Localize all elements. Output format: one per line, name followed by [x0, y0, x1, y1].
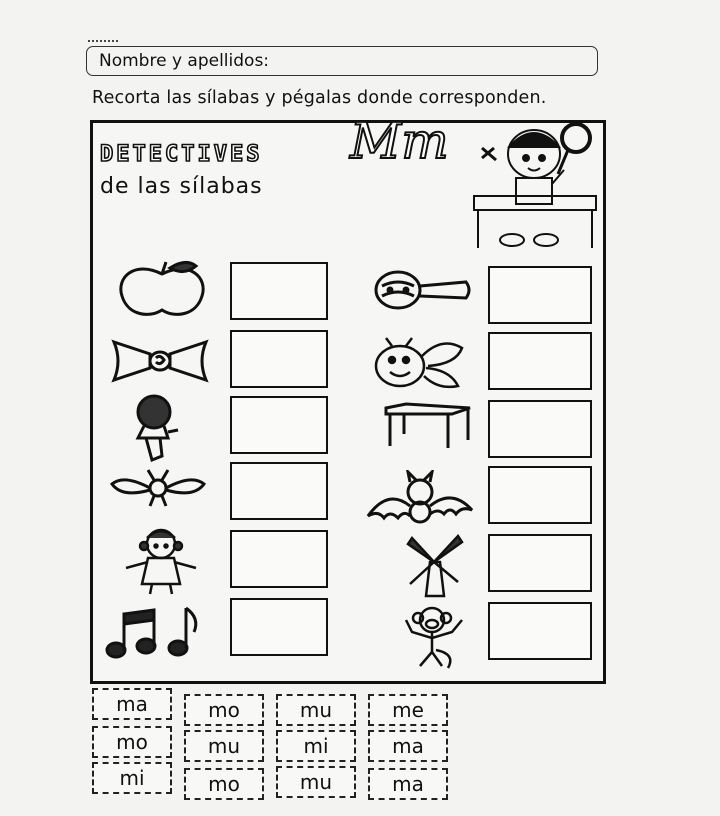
answer-box-left-2[interactable]: [230, 330, 328, 388]
syllable-card[interactable]: mu: [276, 694, 356, 726]
syllable-card[interactable]: mi: [276, 730, 356, 762]
syllable-card[interactable]: me: [368, 694, 448, 726]
answer-box-right-4[interactable]: [488, 466, 592, 524]
syllable-card[interactable]: ma: [368, 730, 448, 762]
butterfly-icon: [372, 336, 468, 390]
answer-box-left-3[interactable]: [230, 396, 328, 454]
syllable-card[interactable]: mo: [184, 694, 264, 726]
detective-kid-icon: [468, 118, 604, 252]
title-detectives: DETECTIVES: [100, 142, 263, 167]
syllable-card[interactable]: mu: [276, 766, 356, 798]
dotted-line: [88, 40, 118, 42]
answer-box-left-4[interactable]: [230, 462, 328, 520]
microphone-icon: [134, 392, 182, 464]
title-subtitle: de las sílabas: [100, 174, 263, 199]
syllable-card[interactable]: mo: [92, 726, 172, 758]
answer-box-left-1[interactable]: [230, 262, 328, 320]
answer-box-right-6[interactable]: [488, 602, 592, 660]
syllable-card[interactable]: mi: [92, 762, 172, 794]
answer-box-right-2[interactable]: [488, 332, 592, 390]
name-label: Nombre y apellidos:: [99, 51, 270, 71]
answer-box-left-5[interactable]: [230, 530, 328, 588]
syllable-card[interactable]: ma: [368, 768, 448, 800]
music-notes-icon: [104, 604, 204, 662]
answer-box-right-3[interactable]: [488, 400, 592, 458]
syllable-card[interactable]: mo: [184, 768, 264, 800]
syllable-card[interactable]: ma: [92, 688, 172, 720]
syllable-card[interactable]: mu: [184, 730, 264, 762]
table-icon: [382, 402, 474, 450]
monkey-icon: [396, 602, 470, 670]
instructions: Recorta las sílabas y pégalas donde corresponden.: [92, 88, 547, 108]
apple-icon: [114, 258, 210, 320]
maraca-icon: [370, 268, 474, 316]
answer-box-right-1[interactable]: [488, 266, 592, 324]
bat-icon: [364, 470, 476, 528]
windmill-icon: [404, 532, 464, 598]
doll-icon: [120, 524, 202, 596]
bow-icon: [110, 338, 210, 384]
answer-box-left-6[interactable]: [230, 598, 328, 656]
name-field[interactable]: [86, 46, 598, 76]
fly-icon: [108, 468, 208, 508]
answer-box-right-5[interactable]: [488, 534, 592, 592]
letter-heading: Mm: [350, 112, 449, 170]
